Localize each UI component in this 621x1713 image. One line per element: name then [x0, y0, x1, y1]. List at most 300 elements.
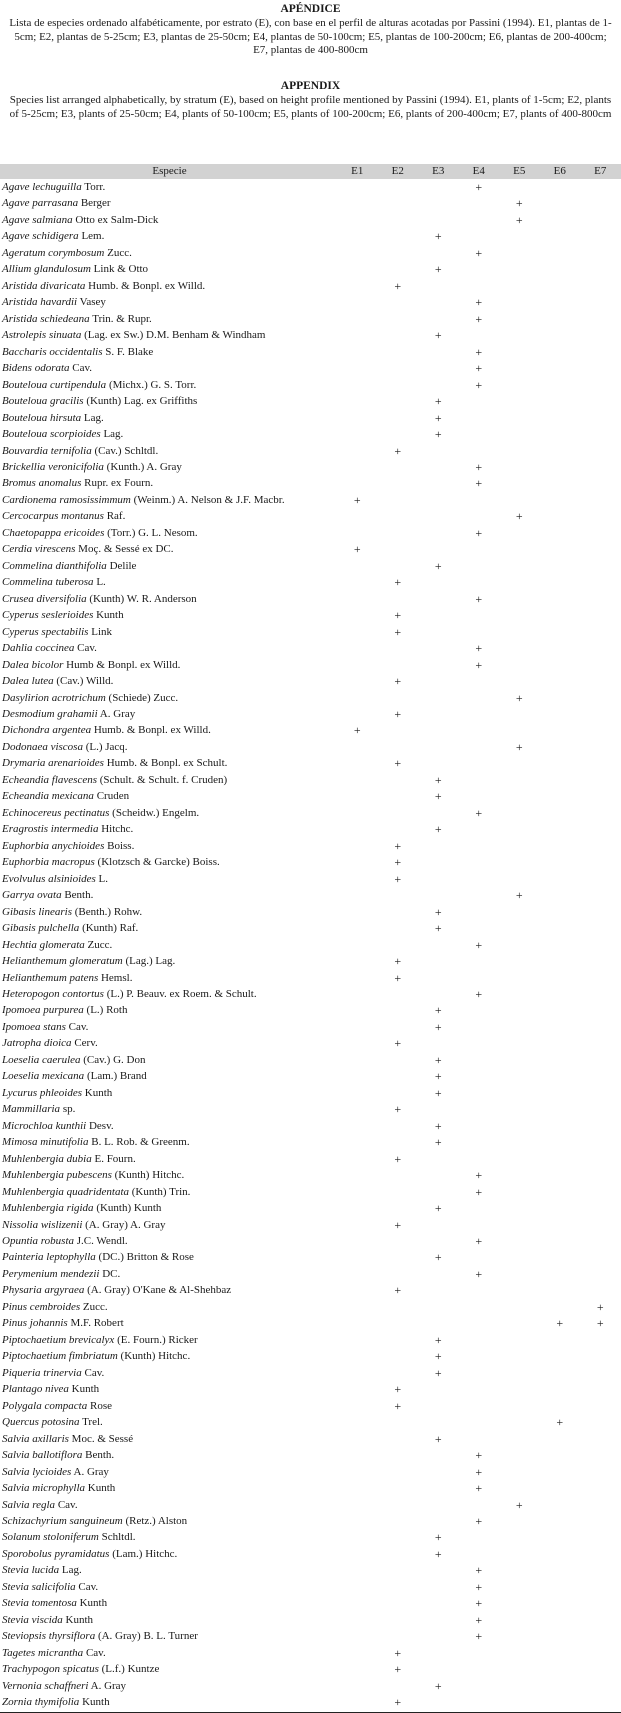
- stratum-e3-cell: [418, 443, 459, 459]
- stratum-e4-cell: [459, 788, 500, 804]
- stratum-e1-cell: [337, 624, 378, 640]
- stratum-e7-cell: [580, 1249, 621, 1265]
- stratum-e1-cell: [337, 1151, 378, 1167]
- stratum-e2-cell: +: [394, 1645, 402, 1660]
- stratum-e7-cell: [580, 657, 621, 673]
- stratum-e7-cell: [580, 508, 621, 524]
- table-row: [0, 360, 621, 376]
- stratum-e4-cell: [459, 887, 500, 903]
- stratum-e2-cell: [378, 1365, 419, 1381]
- stratum-e2-cell: +: [394, 855, 402, 870]
- stratum-e1-cell: [337, 1002, 378, 1018]
- stratum-e2-cell: [378, 1315, 419, 1331]
- stratum-e5-cell: +: [515, 212, 523, 227]
- species-cell: [0, 607, 337, 623]
- stratum-e3-cell: [418, 1562, 459, 1578]
- stratum-e3-cell: +: [434, 1052, 442, 1067]
- stratum-e1-cell: [337, 360, 378, 376]
- stratum-e6-cell: [540, 541, 581, 557]
- stratum-e5-cell: [499, 1464, 540, 1480]
- stratum-e1-cell: [337, 739, 378, 755]
- stratum-e6-cell: [540, 1645, 581, 1661]
- stratum-e2-cell: [378, 508, 419, 524]
- stratum-e6-cell: [540, 212, 581, 228]
- stratum-e5-cell: [499, 459, 540, 475]
- stratum-e4-cell: +: [475, 344, 483, 359]
- stratum-e1-cell: [337, 1134, 378, 1150]
- stratum-e7-cell: [580, 1068, 621, 1084]
- stratum-e3-cell: +: [434, 1678, 442, 1693]
- stratum-e4-cell: [459, 739, 500, 755]
- species-name: Dasylirion acrotrichum: [2, 691, 106, 704]
- stratum-e6-cell: [540, 377, 581, 393]
- stratum-e5-cell: +: [515, 690, 523, 705]
- stratum-e4-cell: [459, 508, 500, 524]
- species-name: Agave schidigera: [2, 230, 79, 243]
- stratum-e5-cell: [499, 344, 540, 360]
- stratum-e5-cell: [499, 1694, 540, 1710]
- species-author: Humb. & Bonpl. ex Willd.: [88, 279, 206, 292]
- stratum-e4-cell: [459, 558, 500, 574]
- stratum-e6-cell: [540, 1134, 581, 1150]
- stratum-e1-cell: [337, 1431, 378, 1447]
- stratum-e6-cell: [540, 228, 581, 244]
- stratum-e4-cell: +: [475, 1266, 483, 1281]
- species-name: Painteria leptophylla: [2, 1251, 96, 1264]
- stratum-e3-cell: [418, 838, 459, 854]
- species-author: (Kunth) Hitchc.: [114, 1169, 185, 1182]
- stratum-e6-cell: [540, 1266, 581, 1282]
- stratum-e5-cell: [499, 393, 540, 409]
- table-row: [0, 1381, 621, 1397]
- table-row: [0, 1694, 621, 1710]
- table-row: [0, 706, 621, 722]
- stratum-e1-cell: [337, 311, 378, 327]
- stratum-e3-cell: [418, 1266, 459, 1282]
- species-cell: [0, 1151, 337, 1167]
- stratum-e6-cell: +: [556, 1316, 564, 1331]
- stratum-e4-cell: +: [475, 295, 483, 310]
- stratum-e7-cell: [580, 1645, 621, 1661]
- stratum-e5-cell: [499, 278, 540, 294]
- stratum-e5-cell: [499, 640, 540, 656]
- species-name: Bromus anomalus: [2, 477, 82, 490]
- stratum-e2-cell: [378, 294, 419, 310]
- species-name: Ipomoea stans: [2, 1020, 66, 1033]
- species-cell: [0, 1249, 337, 1265]
- species-author: Cav.: [77, 642, 97, 655]
- stratum-e1-cell: [337, 755, 378, 771]
- table-row: [0, 755, 621, 771]
- species-cell: [0, 1694, 337, 1710]
- stratum-e1-cell: [337, 393, 378, 409]
- species-cell: [0, 640, 337, 656]
- stratum-e6-cell: [540, 1167, 581, 1183]
- stratum-e4-cell: +: [475, 1513, 483, 1528]
- stratum-e1-cell: [337, 1365, 378, 1381]
- species-author: Benth.: [85, 1449, 115, 1462]
- stratum-e7-cell: [580, 443, 621, 459]
- stratum-e4-cell: +: [475, 641, 483, 656]
- species-name: Ageratum corymbosum: [2, 246, 105, 259]
- species-cell: [0, 1365, 337, 1381]
- column-header-e6: E6: [553, 165, 566, 177]
- species-name: Garrya ovata: [2, 889, 62, 902]
- stratum-e1-cell: [337, 673, 378, 689]
- stratum-e3-cell: +: [434, 1201, 442, 1216]
- stratum-e5-cell: [499, 1447, 540, 1463]
- stratum-e6-cell: [540, 1678, 581, 1694]
- stratum-e5-cell: [499, 1200, 540, 1216]
- stratum-e2-cell: [378, 1299, 419, 1315]
- species-cell: [0, 261, 337, 277]
- stratum-e2-cell: +: [394, 608, 402, 623]
- column-header-e4: E4: [472, 165, 485, 177]
- stratum-e6-cell: [540, 574, 581, 590]
- stratum-e6-cell: [540, 1365, 581, 1381]
- stratum-e3-cell: [418, 1167, 459, 1183]
- stratum-e1-cell: [337, 1233, 378, 1249]
- stratum-e6-cell: [540, 788, 581, 804]
- species-author: E. Fourn.: [94, 1152, 136, 1165]
- species-author: Moç. & Sessé ex DC.: [78, 543, 174, 556]
- stratum-e7-cell: [580, 278, 621, 294]
- species-name: Salvia axillaris: [2, 1432, 69, 1445]
- species-name: Microchloa kunthii: [2, 1119, 87, 1132]
- stratum-e6-cell: [540, 1299, 581, 1315]
- appendix-title-en: APPENDIX: [280, 80, 341, 92]
- table-row: [0, 722, 621, 738]
- stratum-e5-cell: [499, 788, 540, 804]
- stratum-e7-cell: [580, 920, 621, 936]
- species-author: Zucc.: [82, 1300, 108, 1313]
- species-cell: [0, 690, 337, 706]
- stratum-e2-cell: [378, 788, 419, 804]
- stratum-e1-cell: [337, 525, 378, 541]
- table-row: [0, 1678, 621, 1694]
- stratum-e3-cell: [418, 294, 459, 310]
- species-cell: [0, 591, 337, 607]
- stratum-e3-cell: +: [434, 1069, 442, 1084]
- stratum-e2-cell: +: [394, 1151, 402, 1166]
- stratum-e5-cell: [499, 1052, 540, 1068]
- stratum-e3-cell: [418, 1101, 459, 1117]
- stratum-e3-cell: [418, 195, 459, 211]
- stratum-e6-cell: [540, 1002, 581, 1018]
- stratum-e4-cell: [459, 970, 500, 986]
- table-row: [0, 1019, 621, 1035]
- stratum-e3-cell: [418, 1513, 459, 1529]
- species-cell: [0, 1332, 337, 1348]
- stratum-e3-cell: [418, 475, 459, 491]
- stratum-e5-cell: [499, 294, 540, 310]
- stratum-e6-cell: [540, 986, 581, 1002]
- stratum-e4-cell: [459, 772, 500, 788]
- species-name: Muhlenbergia pubescens: [2, 1169, 112, 1182]
- stratum-e2-cell: [378, 1200, 419, 1216]
- table-row: [0, 1134, 621, 1150]
- species-name: Gibasis pulchella: [2, 922, 80, 935]
- stratum-e1-cell: [337, 1035, 378, 1051]
- column-header-e3: E3: [432, 165, 445, 177]
- species-name: Cyperus spectabilis: [2, 625, 89, 638]
- stratum-e5-cell: [499, 1299, 540, 1315]
- stratum-e1-cell: +: [353, 492, 361, 507]
- stratum-e2-cell: [378, 1052, 419, 1068]
- stratum-e5-cell: [499, 805, 540, 821]
- stratum-e1-cell: [337, 443, 378, 459]
- stratum-e2-cell: [378, 212, 419, 228]
- stratum-e1-cell: [337, 1118, 378, 1134]
- stratum-e5-cell: [499, 1414, 540, 1430]
- species-author: (Schiede) Zucc.: [108, 691, 179, 704]
- table-row: [0, 1398, 621, 1414]
- stratum-e5-cell: [499, 1101, 540, 1117]
- stratum-e1-cell: [337, 607, 378, 623]
- species-author: (L.) P. Beauv. ex Roem. & Schult.: [106, 987, 257, 1000]
- species-name: Aristida havardii: [2, 296, 78, 309]
- stratum-e6-cell: [540, 1480, 581, 1496]
- species-author: Kunth: [82, 1696, 110, 1709]
- species-author: (Klotzsch & Garcke) Boiss.: [97, 856, 220, 869]
- stratum-e6-cell: [540, 278, 581, 294]
- species-author: (L.) Jacq.: [85, 740, 128, 753]
- stratum-e6-cell: [540, 1612, 581, 1628]
- stratum-e2-cell: +: [394, 1217, 402, 1232]
- stratum-e4-cell: [459, 1002, 500, 1018]
- stratum-e2-cell: [378, 1068, 419, 1084]
- stratum-e1-cell: [337, 1101, 378, 1117]
- stratum-e3-cell: +: [434, 1003, 442, 1018]
- stratum-e7-cell: [580, 1513, 621, 1529]
- species-cell: [0, 393, 337, 409]
- species-author: Rupr. ex Fourn.: [84, 477, 154, 490]
- stratum-e4-cell: +: [475, 1596, 483, 1611]
- species-name: Zornia thymifolia: [2, 1696, 80, 1709]
- stratum-e1-cell: [337, 426, 378, 442]
- species-name: Cardionema ramosissimmum: [2, 493, 131, 506]
- stratum-e2-cell: +: [394, 443, 402, 458]
- stratum-e7-cell: [580, 558, 621, 574]
- species-name: Salvia ballotiflora: [2, 1449, 83, 1462]
- stratum-e6-cell: [540, 805, 581, 821]
- species-author: Moc. & Sessé: [71, 1432, 134, 1445]
- stratum-e6-cell: [540, 525, 581, 541]
- stratum-e1-cell: [337, 1480, 378, 1496]
- species-name: Bouteloua gracilis: [2, 395, 84, 408]
- stratum-e6-cell: [540, 1052, 581, 1068]
- species-name: Solanum stoloniferum: [2, 1531, 99, 1544]
- species-author: (Kunth) Trin.: [131, 1185, 191, 1198]
- stratum-e5-cell: [499, 1579, 540, 1595]
- species-name: Bouvardia ternifolia: [2, 444, 92, 457]
- species-cell: [0, 245, 337, 261]
- stratum-e5-cell: [499, 426, 540, 442]
- stratum-e6-cell: [540, 953, 581, 969]
- species-name: Nissolia wislizenii: [2, 1218, 83, 1231]
- species-cell: [0, 1019, 337, 1035]
- table-row: [0, 459, 621, 475]
- species-name: Agave parrasana: [2, 197, 79, 210]
- stratum-e4-cell: [459, 574, 500, 590]
- stratum-e3-cell: +: [434, 427, 442, 442]
- stratum-e7-cell: [580, 294, 621, 310]
- species-cell: [0, 1612, 337, 1628]
- species-author: Cruden: [96, 790, 130, 803]
- stratum-e6-cell: [540, 1497, 581, 1513]
- stratum-e4-cell: [459, 1529, 500, 1545]
- stratum-e6-cell: [540, 854, 581, 870]
- table-row: [0, 311, 621, 327]
- stratum-e3-cell: +: [434, 1250, 442, 1265]
- stratum-e2-cell: +: [394, 1382, 402, 1397]
- stratum-e2-cell: [378, 344, 419, 360]
- species-author: (Benth.) Rohw.: [74, 905, 143, 918]
- stratum-e4-cell: [459, 1282, 500, 1298]
- species-author: (Kunth) Raf.: [82, 922, 139, 935]
- species-cell: [0, 854, 337, 870]
- table-row: [0, 475, 621, 491]
- stratum-e1-cell: [337, 294, 378, 310]
- table-row: [0, 1414, 621, 1430]
- stratum-e7-cell: [580, 821, 621, 837]
- stratum-e7-cell: [580, 887, 621, 903]
- stratum-e5-cell: [499, 1167, 540, 1183]
- stratum-e7-cell: [580, 1200, 621, 1216]
- stratum-e6-cell: +: [556, 1415, 564, 1430]
- stratum-e2-cell: [378, 1678, 419, 1694]
- species-name: Piptochaetium fimbriatum: [2, 1350, 118, 1363]
- stratum-e5-cell: [499, 1348, 540, 1364]
- stratum-e7-cell: [580, 1365, 621, 1381]
- species-name: Dahlia coccinea: [2, 642, 75, 655]
- stratum-e2-cell: +: [394, 575, 402, 590]
- stratum-e7-cell: [580, 426, 621, 442]
- species-author: Raf.: [106, 510, 126, 523]
- table-row: [0, 294, 621, 310]
- stratum-e3-cell: +: [434, 1085, 442, 1100]
- stratum-e6-cell: [540, 459, 581, 475]
- table-row: [0, 838, 621, 854]
- stratum-e4-cell: [459, 1118, 500, 1134]
- stratum-e2-cell: [378, 1480, 419, 1496]
- table-row: [0, 1315, 621, 1331]
- stratum-e2-cell: [378, 245, 419, 261]
- species-author: Cav.: [68, 1020, 89, 1033]
- stratum-e5-cell: [499, 755, 540, 771]
- stratum-e4-cell: [459, 607, 500, 623]
- stratum-e1-cell: [337, 195, 378, 211]
- species-cell: [0, 443, 337, 459]
- stratum-e3-cell: [418, 887, 459, 903]
- table-row: [0, 970, 621, 986]
- stratum-e1-cell: [337, 1398, 378, 1414]
- stratum-e3-cell: [418, 986, 459, 1002]
- stratum-e7-cell: [580, 591, 621, 607]
- species-cell: [0, 1299, 337, 1315]
- stratum-e6-cell: [540, 1628, 581, 1644]
- stratum-e4-cell: [459, 1348, 500, 1364]
- species-cell: [0, 1497, 337, 1513]
- stratum-e5-cell: [499, 574, 540, 590]
- stratum-e2-cell: +: [394, 1695, 402, 1710]
- stratum-e3-cell: +: [434, 1019, 442, 1034]
- stratum-e2-cell: [378, 887, 419, 903]
- stratum-e6-cell: [540, 1513, 581, 1529]
- stratum-e5-cell: [499, 443, 540, 459]
- stratum-e5-cell: [499, 1645, 540, 1661]
- stratum-e6-cell: [540, 195, 581, 211]
- table-row: [0, 1612, 621, 1628]
- stratum-e4-cell: [459, 673, 500, 689]
- species-name: Aristida divaricata: [2, 279, 86, 292]
- stratum-e3-cell: [418, 1612, 459, 1628]
- stratum-e5-cell: [499, 1035, 540, 1051]
- stratum-e6-cell: [540, 772, 581, 788]
- stratum-e1-cell: [337, 558, 378, 574]
- stratum-e6-cell: [540, 261, 581, 277]
- species-cell: [0, 920, 337, 936]
- stratum-e4-cell: [459, 541, 500, 557]
- species-author: (L.f.) Kuntze: [101, 1663, 160, 1676]
- species-cell: [0, 838, 337, 854]
- species-cell: [0, 1464, 337, 1480]
- stratum-e2-cell: [378, 1348, 419, 1364]
- stratum-e3-cell: +: [434, 822, 442, 837]
- species-author: (Scheidw.) Engelm.: [112, 806, 200, 819]
- stratum-e5-cell: [499, 1068, 540, 1084]
- table-row: [0, 904, 621, 920]
- stratum-e1-cell: [337, 1332, 378, 1348]
- species-name: Salvia regla: [2, 1498, 56, 1511]
- stratum-e6-cell: [540, 1282, 581, 1298]
- stratum-e6-cell: [540, 920, 581, 936]
- species-author: L.: [96, 576, 106, 589]
- stratum-e3-cell: +: [434, 921, 442, 936]
- species-cell: [0, 558, 337, 574]
- stratum-e3-cell: [418, 1464, 459, 1480]
- stratum-e4-cell: [459, 904, 500, 920]
- species-author: Otto ex Salm-Dick: [75, 213, 159, 226]
- stratum-e1-cell: [337, 1315, 378, 1331]
- species-name: Salvia microphylla: [2, 1482, 85, 1495]
- stratum-e1-cell: [337, 953, 378, 969]
- table-row: [0, 1085, 621, 1101]
- stratum-e1-cell: [337, 986, 378, 1002]
- stratum-e4-cell: +: [475, 1168, 483, 1183]
- stratum-e2-cell: [378, 821, 419, 837]
- stratum-e3-cell: [418, 1645, 459, 1661]
- stratum-e6-cell: [540, 690, 581, 706]
- stratum-e3-cell: [418, 344, 459, 360]
- stratum-e1-cell: [337, 838, 378, 854]
- stratum-e1-cell: [337, 1217, 378, 1233]
- stratum-e3-cell: [418, 1447, 459, 1463]
- stratum-e2-cell: [378, 1414, 419, 1430]
- stratum-e6-cell: [540, 558, 581, 574]
- species-cell: [0, 1085, 337, 1101]
- stratum-e3-cell: [418, 1381, 459, 1397]
- table-row: [0, 657, 621, 673]
- stratum-e7-cell: [580, 1464, 621, 1480]
- table-row: [0, 920, 621, 936]
- species-name: Aristida schiedeana: [2, 312, 90, 325]
- stratum-e3-cell: [418, 1694, 459, 1710]
- stratum-e1-cell: [337, 1019, 378, 1035]
- stratum-e2-cell: +: [394, 970, 402, 985]
- species-author: Cav.: [85, 1646, 106, 1659]
- species-cell: [0, 278, 337, 294]
